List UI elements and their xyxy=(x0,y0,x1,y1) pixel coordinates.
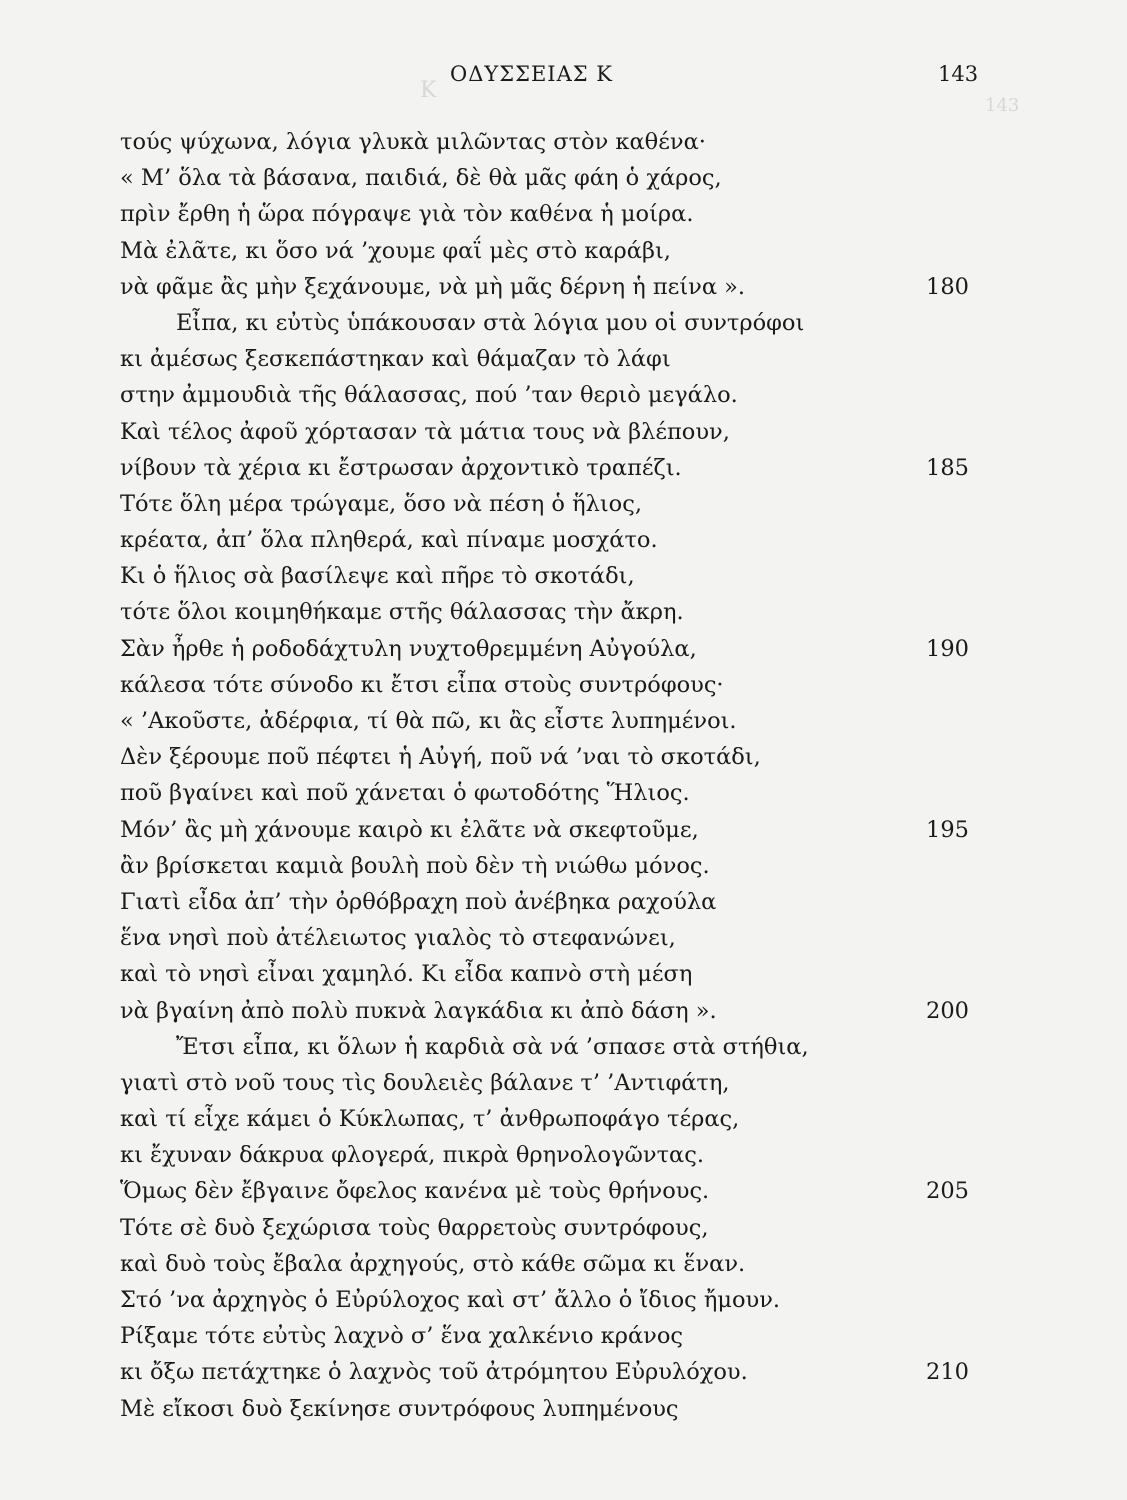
verse-line xyxy=(120,1210,980,1246)
verse-text: Ρίξαμε τότε εὐτὺς λαχνὸ σ’ ἕνα χαλκένιο κράνος xyxy=(120,1323,683,1350)
verse-text: Μὲ εἴκοσι δυὸ ξεκίνησε συντρόφους λυπημένους xyxy=(120,1395,679,1422)
verse-line xyxy=(120,486,980,522)
verse-line xyxy=(120,450,980,486)
line-number: 190 xyxy=(926,635,969,662)
verse-text: Ἔτσι εἶπα, κι ὅλων ἡ καρδιὰ σὰ νά ’σπασε στὰ στήθια, xyxy=(176,1033,809,1060)
page-header xyxy=(0,62,1127,92)
bleed-through-decoration: Κ xyxy=(420,78,437,103)
verse-line xyxy=(120,341,980,377)
verse-text: καὶ τὸ νησὶ εἶναι χαμηλό. Κι εἶδα καπνὸ στὴ μέση xyxy=(120,961,693,988)
verse-line xyxy=(120,703,980,739)
verse-line xyxy=(120,920,980,956)
verse-line xyxy=(120,233,980,269)
line-number: 195 xyxy=(926,816,969,843)
verse-text: Μὰ ἐλᾶτε, κι ὅσο νά ’χουμε φαΐ μὲς στὸ καράβι, xyxy=(120,237,671,264)
verse-line xyxy=(120,1391,980,1427)
verse-text: κάλεσα τότε σύνοδο κι ἔτσι εἶπα στοὺς συντρόφους· xyxy=(120,671,724,698)
verse-text: Ὅμως δὲν ἔβγαινε ὄφελος κανένα μὲ τοὺς θρήνους. xyxy=(120,1178,710,1205)
verse-line xyxy=(120,1065,980,1101)
verse-text: Τότε σὲ δυὸ ξεχώρισα τοὺς θαρρετοὺς συντρόφους, xyxy=(120,1214,709,1241)
verse-text: Γιατὶ εἶδα ἀπ’ τὴν ὀρθόβραχη ποὺ ἀνέβηκα ραχούλα xyxy=(120,888,717,915)
verse-line xyxy=(120,667,980,703)
verse-text: καὶ δυὸ τοὺς ἔβαλα ἀρχηγούς, στὸ κάθε σῶμα κι ἕναν. xyxy=(120,1250,746,1277)
verse-text: « ’Ακοῦστε, ἀδέρφια, τί θὰ πῶ, κι ἂς εἶστε λυπημένοι. xyxy=(120,708,737,734)
verse-line xyxy=(120,1354,980,1390)
verse-text: νὰ φᾶμε ἂς μὴν ξεχάνουμε, νὰ μὴ μᾶς δέρνη ἡ πείνα ». xyxy=(120,273,746,300)
verse-text: Κι ὁ ἥλιος σὰ βασίλεψε καὶ πῆρε τὸ σκοτάδι, xyxy=(120,563,635,590)
verse-text: ἂν βρίσκεται καμιὰ βουλὴ ποὺ δὲν τὴ νιώθω μόνος. xyxy=(120,852,710,879)
verse-line xyxy=(120,377,980,413)
verse-text: Καὶ τέλος ἀφοῦ χόρτασαν τὰ μάτια τους νὰ βλέπουν, xyxy=(120,418,730,445)
verse-line xyxy=(120,775,980,811)
line-number: 185 xyxy=(926,454,969,481)
verse-line xyxy=(120,160,980,196)
verse-line xyxy=(120,631,980,667)
verse-text: Στό ’να ἀρχηγὸς ὁ Εὐρύλοχος καὶ στ’ ἄλλο ὁ ἴδιος ἤμουν. xyxy=(120,1287,781,1313)
verse-text: « Μ’ ὅλα τὰ βάσανα, παιδιά, δὲ θὰ μᾶς φάη ὁ χάρος, xyxy=(120,165,722,192)
bleed-through-decoration: 143 xyxy=(985,95,1020,116)
verse-text: καὶ τί εἶχε κάμει ὁ Κύκλωπας, τ’ ἀνθρωποφάγο τέρας, xyxy=(120,1106,740,1133)
verse-text: Τότε ὅλη μέρα τρώγαμε, ὅσο νὰ πέση ὁ ἥλιος, xyxy=(120,490,642,517)
verse-line xyxy=(120,956,980,992)
verse-text: πρὶν ἔρθη ἡ ὥρα πόγραψε γιὰ τὸν καθένα ἡ μοίρα. xyxy=(120,201,694,228)
verse-text: τότε ὅλοι κοιμηθήκαμε στῆς θάλασσας τὴν ἄκρη. xyxy=(120,599,684,626)
line-number: 210 xyxy=(926,1359,969,1386)
verse-line xyxy=(120,1029,980,1065)
verse-line xyxy=(120,1137,980,1173)
verse-line xyxy=(120,1318,980,1354)
verse-line xyxy=(120,1101,980,1137)
line-number: 180 xyxy=(926,273,969,300)
verse-text: ἕνα νησὶ ποὺ ἀτέλειωτος γιαλὸς τὸ στεφανώνει, xyxy=(120,925,676,952)
verse-text: Εἶπα, κι εὐτὺς ὑπάκουσαν στὰ λόγια μου οἱ συντρόφοι xyxy=(176,309,805,336)
verse-line xyxy=(120,1246,980,1282)
verse-line xyxy=(120,196,980,232)
verse-text: κι ἔχυναν δάκρυα φλογερά, πικρὰ θρηνολογῶντας. xyxy=(120,1142,704,1169)
verse-text: γιατὶ στὸ νοῦ τους τὶς δουλειὲς βάλανε τ’ ’Αντιφάτη, xyxy=(120,1069,730,1096)
line-number: 205 xyxy=(926,1178,969,1205)
verse-text: Σὰν ἦρθε ἡ ροδοδάχτυλη νυχτοθρεμμένη Αὐγούλα, xyxy=(120,635,697,662)
verse-text: ποῦ βγαίνει καὶ ποῦ χάνεται ὁ φωτοδότης Ἥλιος. xyxy=(120,780,690,807)
running-title: ΟΔΥΣΣΕΙΑΣ Κ xyxy=(450,62,613,86)
verse-text: τούς ψύχωνα, λόγια γλυκὰ μιλῶντας στὸν καθένα· xyxy=(120,129,706,155)
verse-text: κρέατα, ἀπ’ ὅλα πληθερά, καὶ πίναμε μοσχάτο. xyxy=(120,527,658,554)
verse-line xyxy=(120,305,980,341)
line-number: 200 xyxy=(926,997,969,1024)
verse-line xyxy=(120,739,980,775)
verse-line xyxy=(120,884,980,920)
verse-line xyxy=(120,993,980,1029)
verse-line xyxy=(120,414,980,450)
verse-line xyxy=(120,812,980,848)
verse-line xyxy=(120,1173,980,1209)
verse-line xyxy=(120,1282,980,1318)
verse-block xyxy=(120,124,980,1427)
verse-text: κι ὄξω πετάχτηκε ὁ λαχνὸς τοῦ ἀτρόμητου Εὐρυλόχου. xyxy=(120,1359,748,1386)
verse-text: Δὲν ξέρουμε ποῦ πέφτει ἡ Αὐγή, ποῦ νά ’ναι τὸ σκοτάδι, xyxy=(120,744,761,771)
verse-text: νίβουν τὰ χέρια κι ἔστρωσαν ἀρχοντικὸ τραπέζι. xyxy=(120,454,682,481)
verse-line xyxy=(120,594,980,630)
verse-text: στην ἀμμουδιὰ τῆς θάλασσας, πού ’ταν θεριὸ μεγάλο. xyxy=(120,382,738,409)
verse-line xyxy=(120,124,980,160)
verse-text: νὰ βγαίνη ἀπὸ πολὺ πυκνὰ λαγκάδια κι ἀπὸ δάση ». xyxy=(120,997,717,1024)
verse-text: Μόν’ ἂς μὴ χάνουμε καιρὸ κι ἐλᾶτε νὰ σκεφτοῦμε, xyxy=(120,816,699,843)
verse-line xyxy=(120,558,980,594)
verse-line xyxy=(120,522,980,558)
verse-line xyxy=(120,848,980,884)
verse-line xyxy=(120,269,980,305)
page-number: 143 xyxy=(938,62,979,86)
verse-text: κι ἀμέσως ξεσκεπάστηκαν καὶ θάμαζαν τὸ λάφι xyxy=(120,346,671,373)
